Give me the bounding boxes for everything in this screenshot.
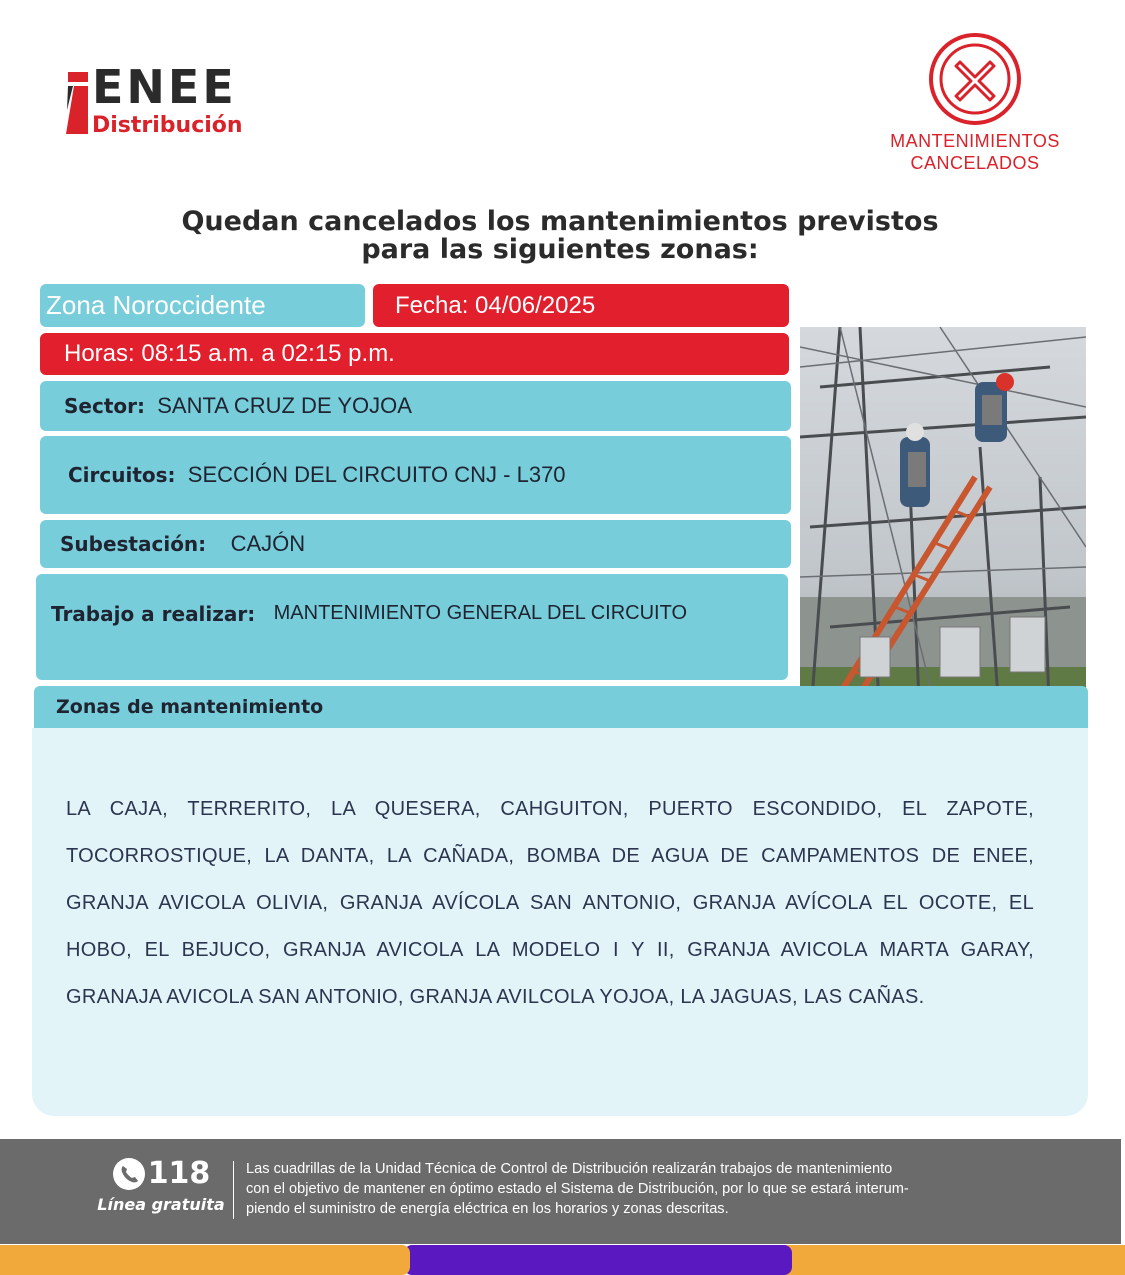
date-value: 04/06/2025 [475, 291, 596, 319]
zones-header: Zonas de mantenimiento [34, 686, 1088, 728]
badge-line-2: CANCELADOS [910, 153, 1040, 173]
enee-logo-mark-icon [64, 70, 90, 136]
hours-pill [40, 333, 789, 375]
sector-box [40, 381, 791, 431]
enee-logo [64, 60, 294, 140]
circuits-label: Circuitos: [68, 463, 176, 487]
substation-label: Subestación: [60, 532, 207, 556]
hotline-number: 118 [147, 1156, 211, 1191]
footer-line-3: piendo el suministro de energía eléctrica en los horarios y zonas descritas. [246, 1201, 729, 1217]
footer [0, 1139, 1121, 1244]
phone-icon [112, 1157, 146, 1191]
hours-label: Horas: [64, 340, 135, 367]
hotline-caption: Línea gratuita [97, 1195, 225, 1214]
bottom-bar-purple [404, 1245, 792, 1275]
badge-line-1: MANTENIMIENTOS [890, 131, 1060, 151]
circuits-box [40, 436, 791, 514]
sector-label: Sector: [64, 394, 145, 418]
photo-illustration [800, 327, 1086, 725]
zone-name: Zona Noroccidente [46, 290, 266, 320]
sector-value: SANTA CRUZ DE YOJOA [157, 393, 412, 418]
linemen-substation-photo [800, 327, 1086, 725]
bottom-bar-orange-right [784, 1245, 1125, 1275]
title-line-1: Quedan cancelados los mantenimientos previstos [181, 206, 939, 237]
footer-line-1: Las cuadrillas de la Unidad Técnica de Control de Distribución realizarán trabajos de mantenimiento [246, 1161, 893, 1177]
logo-word: ENEE [92, 60, 237, 114]
circuits-value: SECCIÓN DEL CIRCUITO CNJ - L370 [187, 462, 566, 487]
date-pill [373, 284, 789, 327]
zone-pill [40, 284, 365, 327]
substation-box [40, 520, 791, 568]
work-box [36, 574, 788, 680]
hotline[interactable] [96, 1157, 226, 1214]
footer-line-2: con el objetivo de mantener en óptimo estado el Sistema de Distribución, por lo que se estará interum- [246, 1181, 909, 1197]
page-title [60, 208, 1060, 264]
title-line-2: para las siguientes zonas: [361, 234, 759, 265]
hours-value: 08:15 a.m. a 02:15 p.m. [141, 340, 395, 367]
logo-subtitle: Distribución [92, 113, 243, 138]
footer-notice [246, 1159, 1046, 1219]
work-value: MANTENIMIENTO GENERAL DEL CIRCUITO [273, 602, 688, 624]
footer-divider [233, 1161, 234, 1219]
substation-value: CAJÓN [230, 531, 306, 556]
cancel-x-icon [928, 32, 1022, 126]
date-label: Fecha: [395, 291, 469, 319]
zones-list: LA CAJA, TERRERITO, LA QUESERA, CAHGUITON, PUERTO ESCONDIDO, EL ZAPOTE, TOCORROSTIQUE, LA DANTA, LA CAÑADA, BOMBA DE AGUA DE CAMPAMENTOS DE ENEE, GRANJA AVICOLA OLIVIA, GRANJA AVÍCOLA SAN ANTONIO, GRANJA AVÍCOLA EL OCOTE, EL HOBO, EL BEJUCO, GRANJA AVICOLA LA MODELO I Y II, GRANJA AVICOLA MARTA GARAY, GRANAJA AVICOLA SAN ANTONIO, GRANJA AVILCOLA YOJOA, LA JAGUAS, LAS CAÑAS. [66, 798, 1034, 1008]
work-label: Trabajo a realizar: [51, 602, 256, 626]
zones-panel [32, 728, 1088, 1116]
bottom-bar-orange-left [0, 1245, 410, 1275]
cancelled-badge [860, 32, 1090, 182]
